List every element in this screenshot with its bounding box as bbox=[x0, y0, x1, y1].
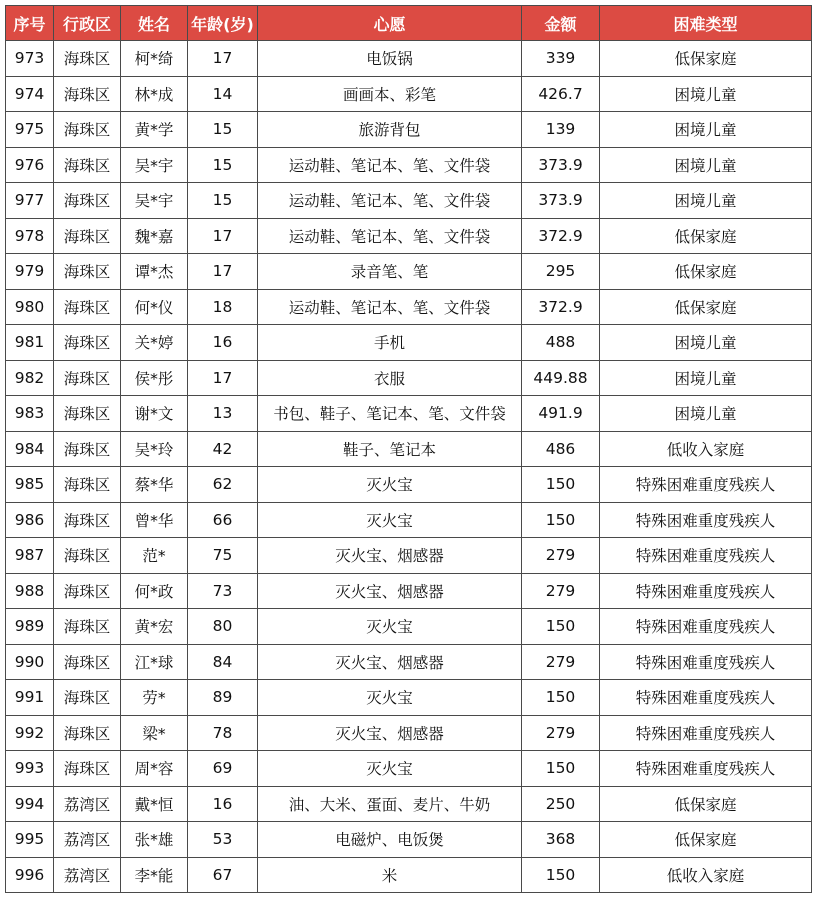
cell-district: 荔湾区 bbox=[54, 822, 121, 858]
table-row bbox=[6, 218, 812, 254]
table-row bbox=[6, 680, 812, 716]
cell-name: 谭*杰 bbox=[121, 254, 188, 290]
cell-amount: 250 bbox=[522, 786, 600, 822]
cell-name: 周*容 bbox=[121, 751, 188, 787]
table-row bbox=[6, 751, 812, 787]
cell-name: 魏*嘉 bbox=[121, 218, 188, 254]
cell-wish: 灭火宝 bbox=[258, 609, 522, 645]
cell-serial-number: 980 bbox=[6, 289, 54, 325]
cell-name: 谢*文 bbox=[121, 396, 188, 432]
table-body bbox=[6, 41, 812, 893]
cell-wish: 灭火宝 bbox=[258, 751, 522, 787]
cell-name: 蔡*华 bbox=[121, 467, 188, 503]
cell-amount: 150 bbox=[522, 467, 600, 503]
cell-wish: 运动鞋、笔记本、笔、文件袋 bbox=[258, 218, 522, 254]
cell-wish: 灭火宝 bbox=[258, 680, 522, 716]
cell-serial-number: 984 bbox=[6, 431, 54, 467]
cell-district: 海珠区 bbox=[54, 112, 121, 148]
cell-difficulty-type: 特殊困难重度残疾人 bbox=[600, 715, 812, 751]
cell-difficulty-type: 困境儿童 bbox=[600, 76, 812, 112]
table-row bbox=[6, 857, 812, 893]
cell-name: 梁* bbox=[121, 715, 188, 751]
cell-district: 海珠区 bbox=[54, 431, 121, 467]
cell-serial-number: 990 bbox=[6, 644, 54, 680]
cell-district: 海珠区 bbox=[54, 325, 121, 361]
cell-age: 16 bbox=[188, 325, 258, 361]
cell-difficulty-type: 特殊困难重度残疾人 bbox=[600, 644, 812, 680]
cell-difficulty-type: 困境儿童 bbox=[600, 396, 812, 432]
cell-amount: 150 bbox=[522, 751, 600, 787]
cell-name: 吴*宇 bbox=[121, 147, 188, 183]
cell-name: 吴*宇 bbox=[121, 183, 188, 219]
cell-difficulty-type: 低保家庭 bbox=[600, 786, 812, 822]
cell-district: 海珠区 bbox=[54, 360, 121, 396]
cell-serial-number: 973 bbox=[6, 41, 54, 77]
cell-district: 海珠区 bbox=[54, 41, 121, 77]
cell-name: 劳* bbox=[121, 680, 188, 716]
cell-age: 42 bbox=[188, 431, 258, 467]
cell-amount: 139 bbox=[522, 112, 600, 148]
cell-age: 89 bbox=[188, 680, 258, 716]
cell-district: 海珠区 bbox=[54, 573, 121, 609]
cell-difficulty-type: 特殊困难重度残疾人 bbox=[600, 573, 812, 609]
cell-name: 李*能 bbox=[121, 857, 188, 893]
table-row bbox=[6, 609, 812, 645]
table-row bbox=[6, 502, 812, 538]
cell-difficulty-type: 困境儿童 bbox=[600, 360, 812, 396]
cell-serial-number: 975 bbox=[6, 112, 54, 148]
cell-serial-number: 996 bbox=[6, 857, 54, 893]
cell-district: 海珠区 bbox=[54, 183, 121, 219]
cell-age: 84 bbox=[188, 644, 258, 680]
cell-district: 海珠区 bbox=[54, 76, 121, 112]
cell-difficulty-type: 困境儿童 bbox=[600, 325, 812, 361]
cell-wish: 运动鞋、笔记本、笔、文件袋 bbox=[258, 147, 522, 183]
cell-district: 海珠区 bbox=[54, 502, 121, 538]
cell-age: 53 bbox=[188, 822, 258, 858]
cell-wish: 灭火宝 bbox=[258, 502, 522, 538]
cell-serial-number: 986 bbox=[6, 502, 54, 538]
cell-age: 15 bbox=[188, 147, 258, 183]
cell-difficulty-type: 困境儿童 bbox=[600, 183, 812, 219]
table-row bbox=[6, 289, 812, 325]
cell-district: 荔湾区 bbox=[54, 857, 121, 893]
cell-serial-number: 978 bbox=[6, 218, 54, 254]
cell-district: 荔湾区 bbox=[54, 786, 121, 822]
header-age: 年龄(岁) bbox=[188, 6, 258, 41]
cell-wish: 衣服 bbox=[258, 360, 522, 396]
cell-wish: 手机 bbox=[258, 325, 522, 361]
table-row bbox=[6, 360, 812, 396]
cell-name: 范* bbox=[121, 538, 188, 574]
cell-serial-number: 983 bbox=[6, 396, 54, 432]
cell-age: 17 bbox=[188, 218, 258, 254]
cell-wish: 电磁炉、电饭煲 bbox=[258, 822, 522, 858]
cell-difficulty-type: 低保家庭 bbox=[600, 822, 812, 858]
cell-serial-number: 974 bbox=[6, 76, 54, 112]
cell-difficulty-type: 低收入家庭 bbox=[600, 431, 812, 467]
cell-serial-number: 992 bbox=[6, 715, 54, 751]
cell-amount: 449.88 bbox=[522, 360, 600, 396]
table-row bbox=[6, 396, 812, 432]
cell-difficulty-type: 困境儿童 bbox=[600, 112, 812, 148]
cell-serial-number: 989 bbox=[6, 609, 54, 645]
cell-amount: 279 bbox=[522, 573, 600, 609]
header-difficulty-type: 困难类型 bbox=[600, 6, 812, 41]
cell-age: 16 bbox=[188, 786, 258, 822]
cell-name: 何*仪 bbox=[121, 289, 188, 325]
cell-difficulty-type: 低保家庭 bbox=[600, 254, 812, 290]
table-row bbox=[6, 183, 812, 219]
cell-amount: 488 bbox=[522, 325, 600, 361]
cell-serial-number: 982 bbox=[6, 360, 54, 396]
cell-age: 14 bbox=[188, 76, 258, 112]
cell-name: 柯*绮 bbox=[121, 41, 188, 77]
cell-name: 黄*学 bbox=[121, 112, 188, 148]
table-row bbox=[6, 76, 812, 112]
cell-district: 海珠区 bbox=[54, 467, 121, 503]
cell-serial-number: 979 bbox=[6, 254, 54, 290]
table-row bbox=[6, 325, 812, 361]
cell-name: 曾*华 bbox=[121, 502, 188, 538]
cell-amount: 372.9 bbox=[522, 289, 600, 325]
cell-district: 海珠区 bbox=[54, 680, 121, 716]
cell-age: 13 bbox=[188, 396, 258, 432]
cell-age: 17 bbox=[188, 41, 258, 77]
table-row bbox=[6, 147, 812, 183]
cell-name: 黄*宏 bbox=[121, 609, 188, 645]
cell-difficulty-type: 特殊困难重度残疾人 bbox=[600, 751, 812, 787]
cell-amount: 150 bbox=[522, 502, 600, 538]
table-row bbox=[6, 715, 812, 751]
cell-amount: 373.9 bbox=[522, 183, 600, 219]
cell-district: 海珠区 bbox=[54, 147, 121, 183]
cell-serial-number: 995 bbox=[6, 822, 54, 858]
cell-wish: 电饭锅 bbox=[258, 41, 522, 77]
cell-district: 海珠区 bbox=[54, 218, 121, 254]
cell-age: 69 bbox=[188, 751, 258, 787]
cell-amount: 373.9 bbox=[522, 147, 600, 183]
cell-district: 海珠区 bbox=[54, 715, 121, 751]
cell-name: 林*成 bbox=[121, 76, 188, 112]
cell-district: 海珠区 bbox=[54, 396, 121, 432]
cell-name: 吴*玲 bbox=[121, 431, 188, 467]
cell-district: 海珠区 bbox=[54, 538, 121, 574]
cell-serial-number: 994 bbox=[6, 786, 54, 822]
header-name: 姓名 bbox=[121, 6, 188, 41]
cell-age: 78 bbox=[188, 715, 258, 751]
table-row bbox=[6, 467, 812, 503]
cell-serial-number: 985 bbox=[6, 467, 54, 503]
cell-age: 15 bbox=[188, 112, 258, 148]
cell-district: 海珠区 bbox=[54, 609, 121, 645]
cell-age: 18 bbox=[188, 289, 258, 325]
table-row bbox=[6, 644, 812, 680]
cell-wish: 灭火宝、烟感器 bbox=[258, 573, 522, 609]
cell-name: 关*婷 bbox=[121, 325, 188, 361]
header-district: 行政区 bbox=[54, 6, 121, 41]
cell-difficulty-type: 特殊困难重度残疾人 bbox=[600, 538, 812, 574]
cell-difficulty-type: 低保家庭 bbox=[600, 218, 812, 254]
table-header-row bbox=[6, 6, 812, 41]
cell-serial-number: 987 bbox=[6, 538, 54, 574]
cell-amount: 150 bbox=[522, 857, 600, 893]
cell-amount: 372.9 bbox=[522, 218, 600, 254]
cell-wish: 运动鞋、笔记本、笔、文件袋 bbox=[258, 183, 522, 219]
cell-wish: 鞋子、笔记本 bbox=[258, 431, 522, 467]
cell-wish: 油、大米、蛋面、麦片、牛奶 bbox=[258, 786, 522, 822]
cell-wish: 画画本、彩笔 bbox=[258, 76, 522, 112]
cell-amount: 368 bbox=[522, 822, 600, 858]
cell-wish: 书包、鞋子、笔记本、笔、文件袋 bbox=[258, 396, 522, 432]
cell-wish: 旅游背包 bbox=[258, 112, 522, 148]
cell-name: 侯*彤 bbox=[121, 360, 188, 396]
table-row bbox=[6, 538, 812, 574]
header-serial-number: 序号 bbox=[6, 6, 54, 41]
cell-amount: 150 bbox=[522, 680, 600, 716]
cell-age: 75 bbox=[188, 538, 258, 574]
table-row bbox=[6, 41, 812, 77]
table-row bbox=[6, 254, 812, 290]
cell-name: 张*雄 bbox=[121, 822, 188, 858]
table-row bbox=[6, 786, 812, 822]
cell-age: 17 bbox=[188, 360, 258, 396]
cell-serial-number: 988 bbox=[6, 573, 54, 609]
cell-age: 80 bbox=[188, 609, 258, 645]
cell-amount: 491.9 bbox=[522, 396, 600, 432]
cell-district: 海珠区 bbox=[54, 289, 121, 325]
cell-amount: 486 bbox=[522, 431, 600, 467]
cell-name: 戴*恒 bbox=[121, 786, 188, 822]
cell-age: 66 bbox=[188, 502, 258, 538]
cell-wish: 灭火宝、烟感器 bbox=[258, 538, 522, 574]
cell-district: 海珠区 bbox=[54, 254, 121, 290]
cell-difficulty-type: 困境儿童 bbox=[600, 147, 812, 183]
cell-difficulty-type: 特殊困难重度残疾人 bbox=[600, 680, 812, 716]
cell-difficulty-type: 低保家庭 bbox=[600, 289, 812, 325]
cell-serial-number: 977 bbox=[6, 183, 54, 219]
cell-serial-number: 976 bbox=[6, 147, 54, 183]
cell-wish: 灭火宝、烟感器 bbox=[258, 715, 522, 751]
cell-wish: 灭火宝 bbox=[258, 467, 522, 503]
cell-age: 73 bbox=[188, 573, 258, 609]
cell-amount: 279 bbox=[522, 538, 600, 574]
cell-difficulty-type: 特殊困难重度残疾人 bbox=[600, 467, 812, 503]
cell-amount: 339 bbox=[522, 41, 600, 77]
table-row bbox=[6, 573, 812, 609]
cell-difficulty-type: 低收入家庭 bbox=[600, 857, 812, 893]
cell-wish: 运动鞋、笔记本、笔、文件袋 bbox=[258, 289, 522, 325]
cell-amount: 295 bbox=[522, 254, 600, 290]
cell-amount: 150 bbox=[522, 609, 600, 645]
cell-amount: 426.7 bbox=[522, 76, 600, 112]
cell-difficulty-type: 特殊困难重度残疾人 bbox=[600, 609, 812, 645]
cell-amount: 279 bbox=[522, 715, 600, 751]
table-row bbox=[6, 112, 812, 148]
cell-name: 何*政 bbox=[121, 573, 188, 609]
wish-list-table bbox=[5, 5, 812, 893]
cell-wish: 米 bbox=[258, 857, 522, 893]
cell-district: 海珠区 bbox=[54, 751, 121, 787]
cell-serial-number: 991 bbox=[6, 680, 54, 716]
cell-age: 17 bbox=[188, 254, 258, 290]
cell-wish: 灭火宝、烟感器 bbox=[258, 644, 522, 680]
cell-age: 15 bbox=[188, 183, 258, 219]
cell-amount: 279 bbox=[522, 644, 600, 680]
table-row bbox=[6, 822, 812, 858]
cell-age: 62 bbox=[188, 467, 258, 503]
table-row bbox=[6, 431, 812, 467]
wish-list-table-container bbox=[5, 5, 812, 893]
cell-district: 海珠区 bbox=[54, 644, 121, 680]
header-amount: 金额 bbox=[522, 6, 600, 41]
cell-difficulty-type: 低保家庭 bbox=[600, 41, 812, 77]
cell-difficulty-type: 特殊困难重度残疾人 bbox=[600, 502, 812, 538]
header-wish: 心愿 bbox=[258, 6, 522, 41]
cell-serial-number: 993 bbox=[6, 751, 54, 787]
cell-age: 67 bbox=[188, 857, 258, 893]
cell-serial-number: 981 bbox=[6, 325, 54, 361]
cell-wish: 录音笔、笔 bbox=[258, 254, 522, 290]
cell-name: 江*球 bbox=[121, 644, 188, 680]
